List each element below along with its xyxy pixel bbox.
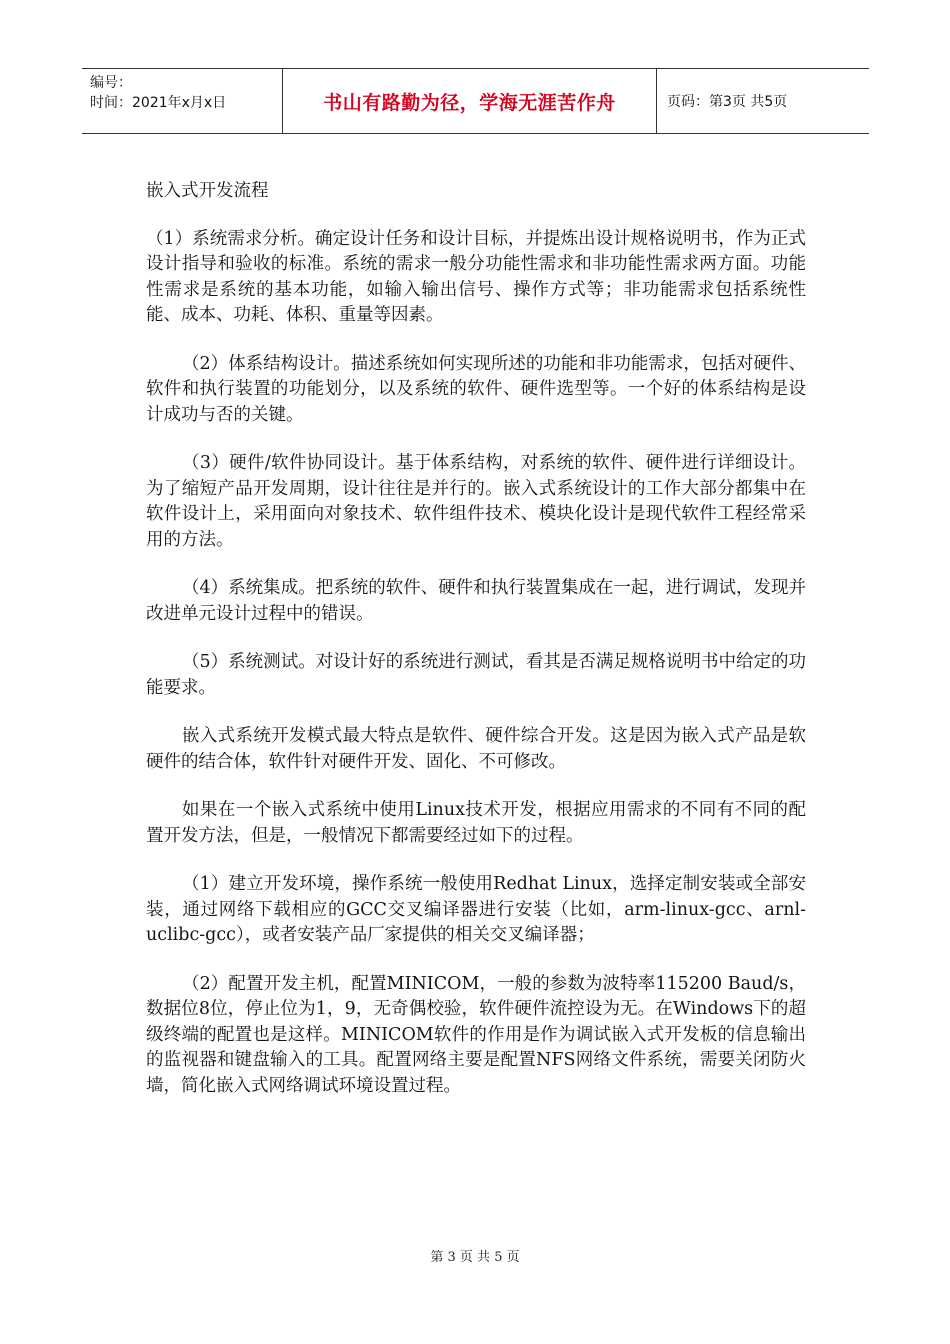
paragraph: （4）系统集成。把系统的软件、硬件和执行装置集成在一起，进行调试，发现并改进单元设计过程中的错误。 [146, 578, 806, 624]
paragraph: （1）系统需求分析。确定设计任务和设计目标，并提炼出设计规格说明书，作为正式设计指导和验收的标准。系统的需求一般分功能性需求和非功能性需求两方面。功能性需求是系统的基本功能，如输入输出信号、操作方式等；非功能需求包括系统性能、成本、功耗、体积、重量等因素。 [146, 228, 806, 325]
header-page-info: 页码：第3页 共5页 [667, 94, 788, 110]
header-meta-cell [82, 69, 283, 133]
header-page-cell [657, 69, 869, 133]
header-motto-cell [283, 69, 657, 133]
document-time-label: 时间：2021年x月x日 [90, 95, 227, 111]
paragraph: 嵌入式系统开发模式最大特点是软件、硬件综合开发。这是因为嵌入式产品是软硬件的结合体，软件针对硬件开发、固化、不可修改。 [146, 726, 806, 772]
header-motto: 书山有路勤为径，学海无涯苦作舟 [323, 91, 616, 114]
page-footer: 第 3 页 共 5 页 [430, 1250, 520, 1265]
paragraph: （1）建立开发环境，操作系统一般使用Redhat Linux，选择定制安装或全部安装，通过网络下载相应的GCC交叉编译器进行安装（比如，arm-linux-gcc、arnl-uclibc-gcc），或者安装产品厂家提供的相关交叉编译器； [146, 874, 806, 945]
paragraph: （5）系统测试。对设计好的系统进行测试，看其是否满足规格说明书中给定的功能要求。 [146, 652, 806, 698]
document-title: 嵌入式开发流程 [146, 181, 269, 201]
paragraph: （3）硬件/软件协同设计。基于体系结构，对系统的软件、硬件进行详细设计。为了缩短产品开发周期，设计往往是并行的。嵌入式系统设计的工作大部分都集中在软件设计上，采用面向对象技术、软件组件技术、模块化设计是现代软件工程经常采用的方法。 [146, 453, 806, 550]
document-number-label: 编号： [90, 75, 132, 91]
paragraph: 如果在一个嵌入式系统中使用Linux技术开发，根据应用需求的不同有不同的配置开发方法，但是，一般情况下都需要经过如下的过程。 [146, 800, 806, 846]
paragraph: （2）体系结构设计。描述系统如何实现所述的功能和非功能需求，包括对硬件、软件和执行装置的功能划分，以及系统的软件、硬件选型等。一个好的体系结构是设计成功与否的关键。 [146, 353, 806, 425]
header-table [82, 68, 869, 134]
document-body [146, 179, 806, 1122]
paragraph: （2）配置开发主机，配置MINICOM，一般的参数为波特率115200 Baud/s，数据位8位，停止位为1，9，无奇偶校验，软件硬件流控设为无。在Windows下的超级终端的配置也是这样。MINICOM软件的作用是作为调试嵌入式开发板的信息输出的监视器和键盘输入的工具。配置网络主要是配置NFS网络文件系统，需要关闭防火墙，简化嵌入式网络调试环境设置过程。 [146, 973, 806, 1096]
